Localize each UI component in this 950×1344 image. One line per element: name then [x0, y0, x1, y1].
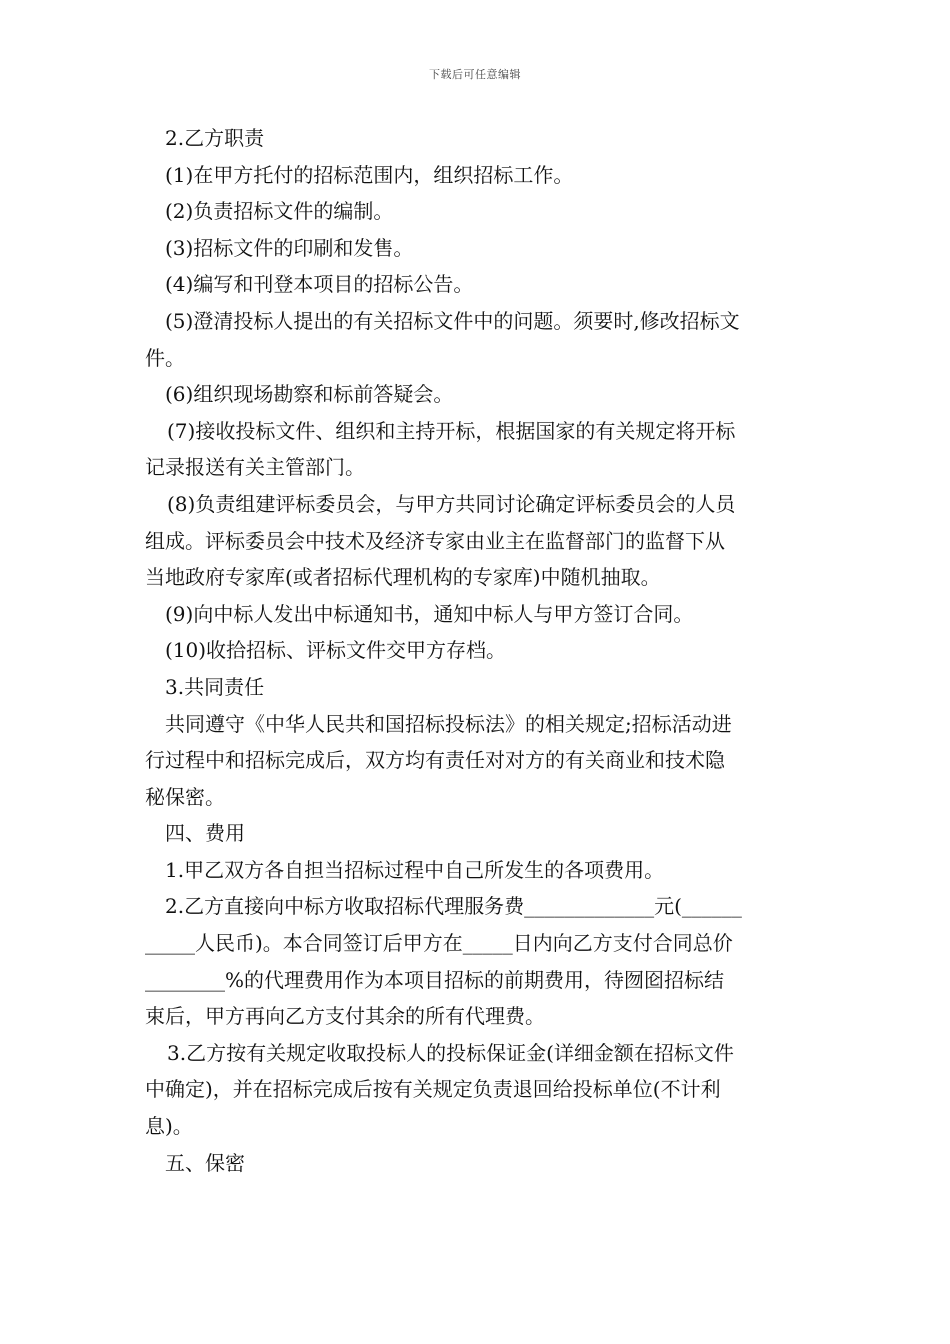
text-line: (5)澄清投标人提出的有关招标文件中的问题。须要时,修改招标文	[165, 308, 740, 333]
text-line: 束后，甲方再向乙方支付其余的所有代理费。	[145, 1004, 545, 1029]
document-body	[145, 120, 809, 1181]
text-line: (10)收拾招标、评标文件交甲方存档。	[165, 638, 507, 663]
text-line: _____人民币)。本合同签订后甲方在_____日内向乙方支付合同总价	[145, 931, 733, 956]
text-line: 2.乙方职责	[165, 126, 265, 150]
text-line: ________%的代理费用作为本项目招标的前期费用，待囫囵招标结	[145, 967, 725, 992]
text-line: (8)负责组建评标委员会，与甲方共同讨论确定评标委员会的人员	[167, 491, 736, 516]
text-line: 3.共同责任	[165, 674, 265, 699]
text-line: 当地政府专家库(或者招标代理机构的专家库)中随机抽取。	[145, 565, 661, 590]
text-line: 中确定)，并在招标完成后按有关规定负责退回给投标单位(不计利	[145, 1077, 721, 1102]
text-line: (3)招标文件的印刷和发售。	[165, 235, 414, 260]
text-line: (4)编写和刊登本项目的招标公告。	[165, 272, 474, 297]
text-line: (1)在甲方托付的招标范围内，组织招标工作。	[165, 162, 574, 187]
page-header: 下载后可任意编辑	[429, 68, 521, 81]
text-line: 秘保密。	[145, 784, 225, 809]
text-line: 四、费用	[165, 821, 245, 846]
text-line: 共同遵守《中华人民共和国招标投标法》的相关规定;招标活动进	[165, 711, 732, 736]
text-line: (2)负责招标文件的编制。	[165, 199, 394, 224]
text-line: 记录报送有关主管部门。	[145, 455, 365, 480]
text-line: 五、保密	[165, 1150, 245, 1175]
text-line: 息)。	[145, 1114, 193, 1139]
text-line: 件。	[145, 345, 185, 370]
text-line: (6)组织现场勘察和标前答疑会。	[165, 382, 454, 407]
text-line: 3.乙方按有关规定收取投标人的投标保证金(详细金额在招标文件	[167, 1040, 734, 1065]
text-line: (7)接收投标文件、组织和主持开标，根据国家的有关规定将开标	[167, 418, 736, 443]
text-line: (9)向中标人发出中标通知书，通知中标人与甲方签订合同。	[165, 601, 694, 626]
text-line: 组成。评标委员会中技术及经济专家由业主在监督部门的监督下从	[145, 528, 725, 553]
text-line: 2.乙方直接向中标方收取招标代理服务费_____________元(______	[165, 894, 742, 919]
text-line: 1.甲乙双方各自担当招标过程中自己所发生的各项费用。	[165, 857, 665, 882]
text-line: 行过程中和招标完成后，双方均有责任对对方的有关商业和技术隐	[145, 748, 725, 773]
